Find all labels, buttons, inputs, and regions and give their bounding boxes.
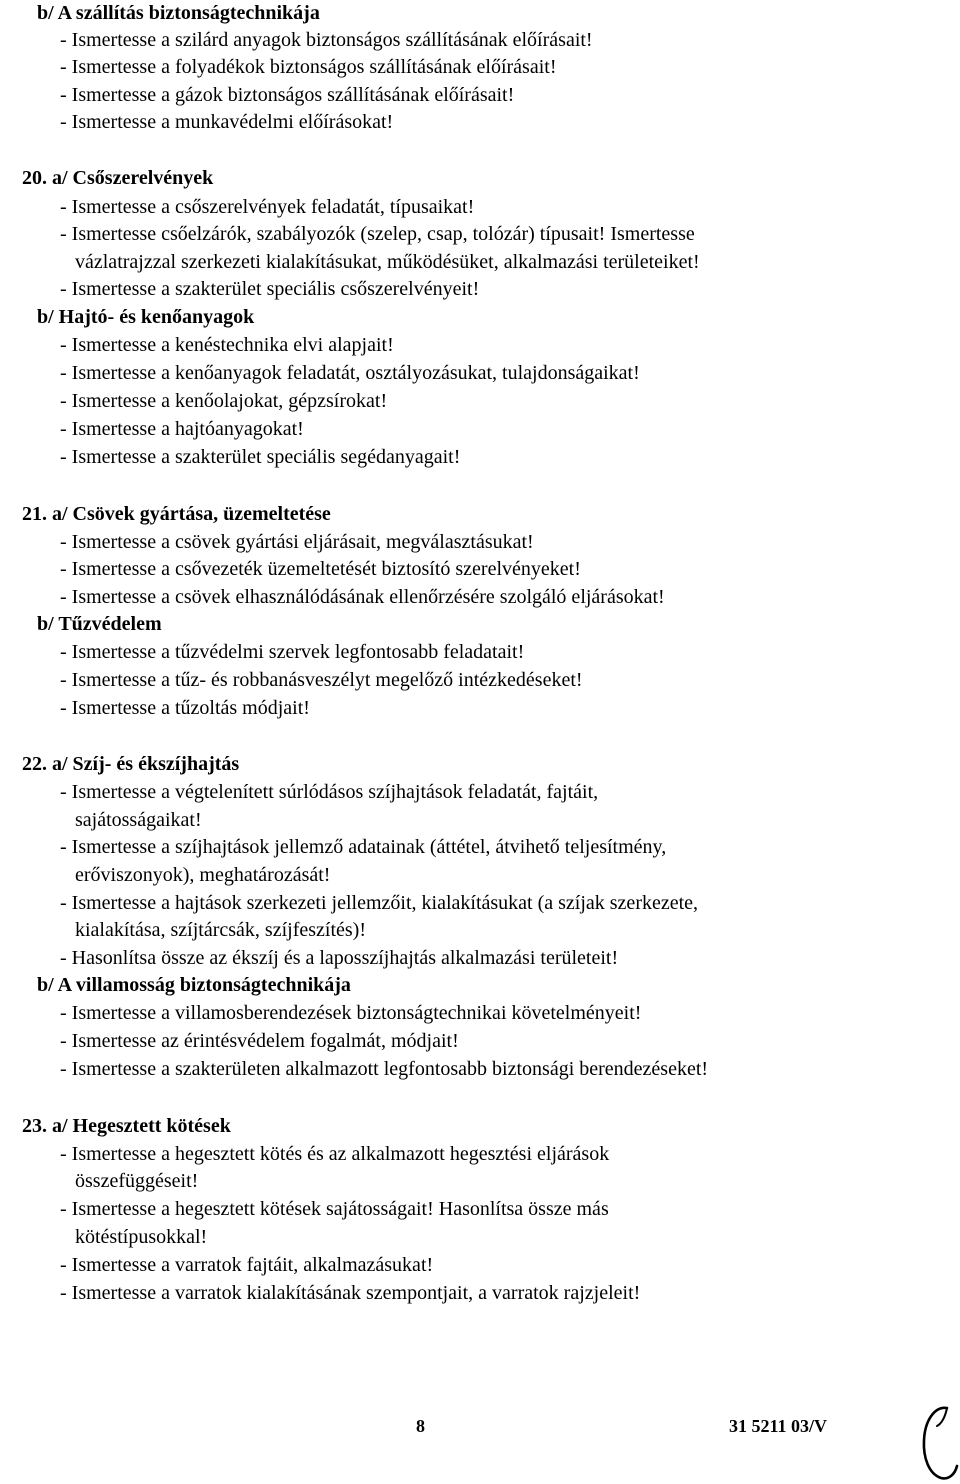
list-item: - Ismertesse a tűzoltás módjait!: [60, 697, 310, 719]
list-item: - Ismertesse a szakterület speciális csőszerelvényeit!: [60, 278, 480, 300]
list-item: - Ismertesse az érintésvédelem fogalmát, módjait!: [60, 1030, 459, 1052]
list-item: - Ismertesse a szakterület speciális segédanyagait!: [60, 446, 461, 468]
list-item: - Ismertesse a munkavédelmi előírásokat!: [60, 111, 394, 133]
list-item: kialakítása, szíjtárcsák, szíjfeszítés)!: [75, 919, 366, 941]
list-item: - Ismertesse a szakterületen alkalmazott legfontosabb biztonsági berendezéseket!: [60, 1058, 709, 1080]
section-heading: b/ Hajtó- és kenőanyagok: [37, 306, 255, 328]
section-heading: 22. a/ Szíj- és ékszíjhajtás: [22, 753, 240, 775]
list-item: - Ismertesse a csövek elhasználódásának ellenőrzésére szolgáló eljárásokat!: [60, 586, 665, 608]
list-item: kötéstípusokkal!: [75, 1226, 208, 1248]
signature-mark: [915, 1400, 960, 1484]
list-item: - Ismertesse a kenéstechnika elvi alapjait!: [60, 334, 394, 356]
list-item: - Ismertesse a varratok kialakításának szempontjait, a varratok rajzjeleit!: [60, 1282, 641, 1304]
list-item: - Ismertesse a szilárd anyagok biztonságos szállításának előírásait!: [60, 29, 593, 51]
list-item: - Hasonlítsa össze az ékszíj és a laposszíjhajtás alkalmazási területeit!: [60, 947, 619, 969]
list-item: - Ismertesse a csőszerelvények feladatát, típusaikat!: [60, 196, 475, 218]
list-item: - Ismertesse a villamosberendezések biztonságtechnikai követelményeit!: [60, 1002, 642, 1024]
list-item: - Ismertesse a hajtóanyagokat!: [60, 418, 304, 440]
section-heading: 23. a/ Hegesztett kötések: [22, 1115, 231, 1137]
document-code: 31 5211 03/V: [729, 1416, 828, 1436]
list-item: sajátosságaikat!: [75, 809, 202, 831]
list-item: - Ismertesse a szíjhajtások jellemző adatainak (áttétel, átvihető teljesítmény,: [60, 836, 667, 858]
section-heading: b/ A villamosság biztonságtechnikája: [37, 974, 351, 996]
list-item: - Ismertesse a végtelenített súrlódásos szíjhajtások feladatát, fajtáit,: [60, 781, 599, 803]
list-item: - Ismertesse a csővezeték üzemeltetését biztosító szerelvényeket!: [60, 558, 581, 580]
list-item: összefüggéseit!: [75, 1170, 199, 1192]
list-item: vázlatrajzzal szerkezeti kialakításukat, működésüket, alkalmazási területeiket!: [75, 251, 700, 273]
section-heading: 21. a/ Csövek gyártása, üzemeltetése: [22, 503, 331, 525]
list-item: erőviszonyok), meghatározását!: [75, 864, 331, 886]
section-heading: b/ Tűzvédelem: [37, 613, 162, 635]
page-number: 8: [416, 1416, 425, 1436]
list-item: - Ismertesse a gázok biztonságos szállításának előírásait!: [60, 84, 515, 106]
list-item: - Ismertesse a csövek gyártási eljárásait, megválasztásukat!: [60, 531, 534, 553]
list-item: - Ismertesse a folyadékok biztonságos szállításának előírásait!: [60, 56, 557, 78]
list-item: - Ismertesse a kenőolajokat, gépzsírokat!: [60, 390, 388, 412]
list-item: - Ismertesse a tűzvédelmi szervek legfontosabb feladatait!: [60, 641, 525, 663]
list-item: - Ismertesse a hegesztett kötés és az alkalmazott hegesztési eljárások: [60, 1143, 610, 1165]
list-item: - Ismertesse csőelzárók, szabályozók (szelep, csap, tolózár) típusait! Ismertesse: [60, 223, 695, 245]
list-item: - Ismertesse a kenőanyagok feladatát, osztályozásukat, tulajdonságaikat!: [60, 362, 640, 384]
list-item: - Ismertesse a hegesztett kötések sajátosságait! Hasonlítsa össze más: [60, 1198, 609, 1220]
list-item: - Ismertesse a hajtások szerkezeti jellemzőit, kialakításukat (a szíjak szerkezete,: [60, 892, 699, 914]
section-heading: 20. a/ Csőszerelvények: [22, 167, 214, 189]
section-heading: b/ A szállítás biztonságtechnikája: [37, 2, 320, 24]
list-item: - Ismertesse a varratok fajtáit, alkalmazásukat!: [60, 1254, 434, 1276]
list-item: - Ismertesse a tűz- és robbanásveszélyt megelőző intézkedéseket!: [60, 669, 583, 691]
